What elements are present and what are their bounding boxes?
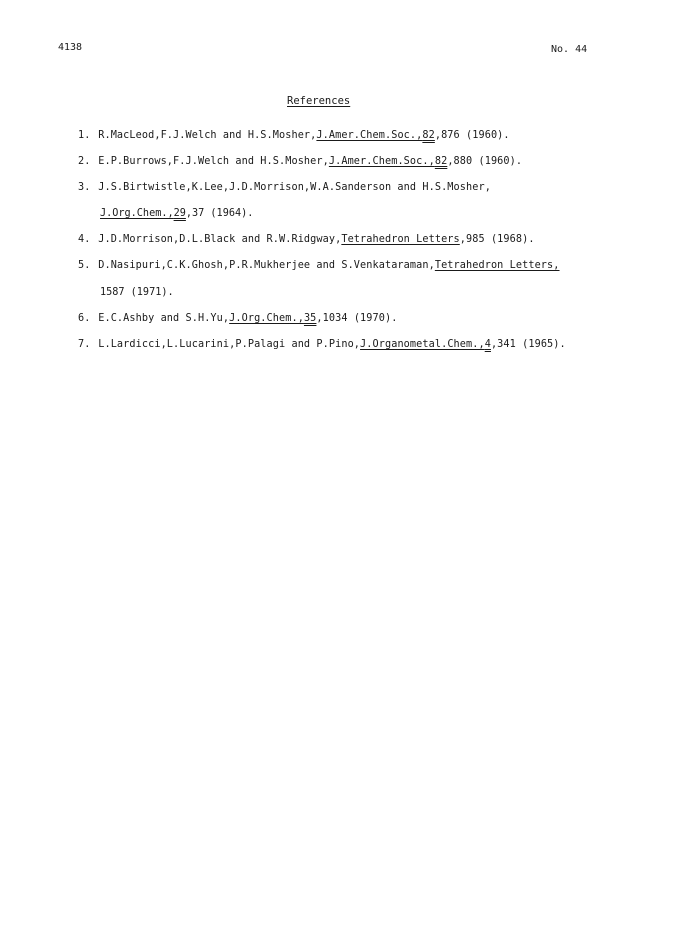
issue-number: No. 44 <box>551 44 588 55</box>
reference-journal: J.Organometal.Chem., <box>360 339 485 350</box>
reference-item-3-continuation <box>100 208 253 219</box>
reference-pages-year: ,985 (1968). <box>459 234 535 245</box>
reference-item-5 <box>78 260 560 271</box>
reference-number: 7. <box>78 339 91 350</box>
reference-volume: 4 <box>484 339 491 350</box>
reference-pages-year: ,880 (1960). <box>447 156 523 167</box>
reference-number: 2. <box>78 156 91 167</box>
reference-item-5-continuation <box>100 287 174 298</box>
references-heading: References <box>287 95 351 107</box>
reference-journal: J.Amer.Chem.Soc., <box>328 156 435 167</box>
reference-item-3 <box>78 182 491 193</box>
reference-volume: 29 <box>173 208 186 219</box>
reference-journal: Tetrahedron Letters <box>341 234 460 245</box>
reference-pages-year: ,1034 (1970). <box>316 313 398 324</box>
reference-volume: 82 <box>422 130 435 141</box>
reference-item-2 <box>78 156 522 167</box>
reference-authors: D.Nasipuri,C.K.Ghosh,P.R.Mukherjee and S.Venkataraman, <box>98 260 435 271</box>
reference-item-6 <box>78 313 397 324</box>
reference-number: 1. <box>78 130 91 141</box>
reference-number: 3. <box>78 182 91 193</box>
reference-pages-year: ,876 (1960). <box>434 130 510 141</box>
reference-journal: Tetrahedron Letters, <box>434 260 560 271</box>
reference-volume: 82 <box>434 156 448 167</box>
reference-item-4 <box>78 234 535 245</box>
reference-journal: J.Org.Chem., <box>229 313 304 324</box>
reference-pages-year: ,37 (1964). <box>185 208 254 219</box>
reference-journal: J.Amer.Chem.Soc., <box>316 130 423 141</box>
reference-authors: J.S.Birtwistle,K.Lee,J.D.Morrison,W.A.Sanderson and H.S.Mosher, <box>98 182 491 193</box>
reference-item-1 <box>78 130 510 141</box>
reference-journal: J.Org.Chem., <box>100 208 174 219</box>
reference-authors: R.MacLeod,F.J.Welch and H.S.Mosher, <box>98 130 317 141</box>
reference-pages-year: 1587 (1971). <box>100 287 174 298</box>
reference-authors: L.Lardicci,L.Lucarini,P.Palagi and P.Pino, <box>98 339 361 350</box>
reference-pages-year: ,341 (1965). <box>490 339 566 350</box>
reference-item-7 <box>78 339 566 350</box>
reference-number: 6. <box>78 313 91 324</box>
reference-number: 4. <box>78 234 91 245</box>
reference-authors: E.P.Burrows,F.J.Welch and H.S.Mosher, <box>98 156 329 167</box>
reference-number: 5. <box>78 260 91 271</box>
reference-volume: 35 <box>303 313 317 324</box>
page-number: 4138 <box>58 42 83 53</box>
reference-authors: E.C.Ashby and S.H.Yu, <box>98 313 230 324</box>
reference-authors: J.D.Morrison,D.L.Black and R.W.Ridgway, <box>98 234 342 245</box>
